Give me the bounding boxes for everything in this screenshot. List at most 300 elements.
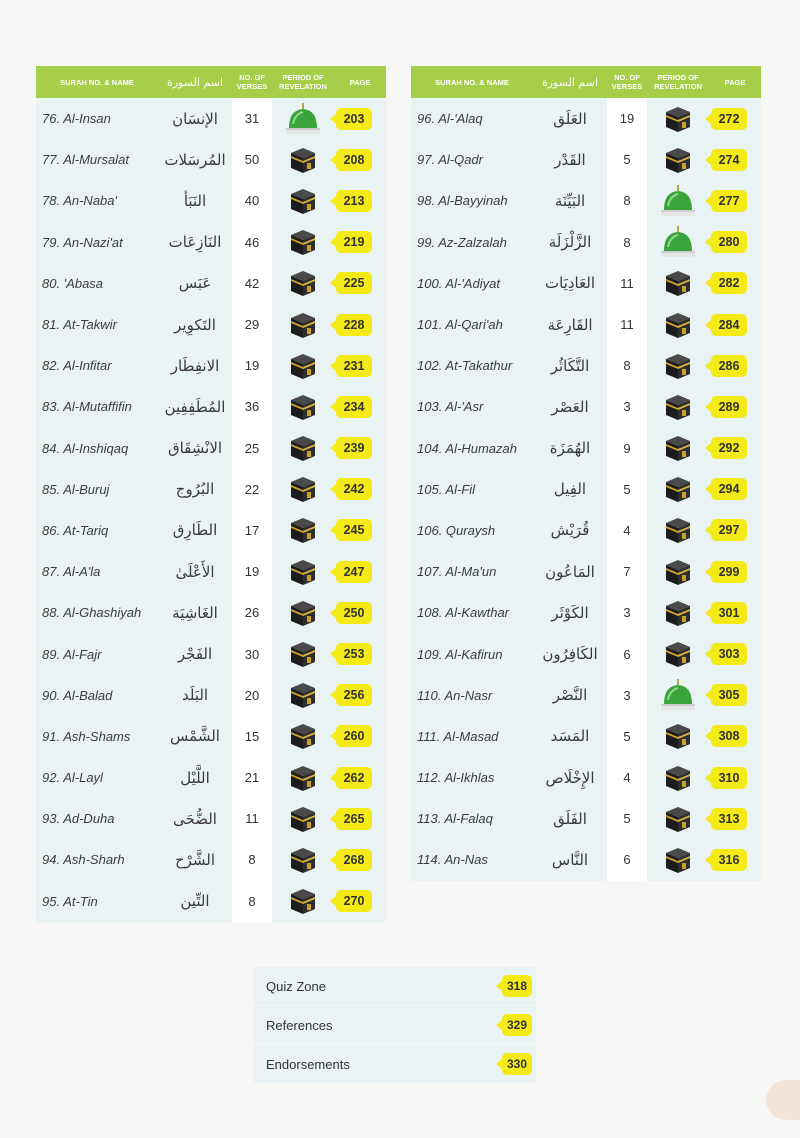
- surah-arabic-name: العَادِيَات: [544, 274, 596, 293]
- kaaba-icon: [272, 592, 334, 633]
- surah-name: 95. At-Tin: [42, 893, 98, 909]
- surah-name: 101. Al-Qari'ah: [417, 317, 503, 333]
- page-cell: [334, 881, 386, 922]
- page-badge: 286: [711, 355, 747, 377]
- page-badge: 268: [336, 849, 372, 871]
- surah-name: 107. Al-Ma'un: [417, 564, 497, 580]
- table-row[interactable]: [411, 428, 761, 469]
- surah-name: 97. Al-Qadr: [417, 152, 483, 168]
- table-row[interactable]: [36, 386, 386, 427]
- verse-count: 3: [607, 592, 647, 633]
- surah-name: 110. An-Nasr: [417, 687, 493, 703]
- verse-count: 19: [232, 551, 272, 592]
- page-badge: 203: [336, 108, 372, 130]
- kaaba-icon: [647, 510, 709, 551]
- surah-arabic-name: البَيِّنَة: [554, 191, 586, 210]
- header-surah: SURAH NO. & NAME: [435, 77, 509, 87]
- toc-table-right: [411, 66, 761, 881]
- surah-arabic-name: المُطَفِفِين: [164, 397, 226, 416]
- surah-name: 104. Al-Humazah: [417, 440, 517, 456]
- kaaba-icon: [647, 592, 709, 633]
- page-cell: [709, 222, 761, 263]
- table-row[interactable]: [36, 798, 386, 839]
- page-cell: [334, 551, 386, 592]
- surah-arabic-name: التَّكَاثُر: [550, 356, 590, 375]
- kaaba-icon: [647, 263, 709, 304]
- verse-count: 22: [232, 469, 272, 510]
- surah-arabic-name: البَلَد: [181, 686, 209, 705]
- kaaba-icon: [272, 263, 334, 304]
- surah-name: 78. An-Naba': [42, 193, 117, 209]
- page-cell: [334, 839, 386, 880]
- surah-arabic-name: القَدْر: [554, 150, 586, 169]
- table-row[interactable]: [411, 304, 761, 345]
- page-cell: [709, 716, 761, 757]
- page-cell: [709, 510, 761, 551]
- surah-name: 108. Al-Kawthar: [417, 605, 510, 621]
- toc-rows: [411, 98, 761, 881]
- surah-name: 81. At-Takwir: [42, 317, 117, 333]
- page-cell: [334, 139, 386, 180]
- page-badge: 219: [336, 231, 372, 253]
- surah-name: 92. Al-Layl: [42, 770, 103, 786]
- surah-arabic-name: النَبَأ: [183, 191, 207, 210]
- verse-count: 30: [232, 633, 272, 674]
- page-cell: [709, 263, 761, 304]
- page-badge: 294: [711, 478, 747, 500]
- page-cell: [334, 263, 386, 304]
- surah-arabic-name: القَارِعَة: [547, 315, 593, 334]
- surah-arabic-name: الشَّمْس: [170, 727, 220, 746]
- page-cell: [709, 633, 761, 674]
- toc-table-left: [36, 66, 386, 922]
- surah-name: 100. Al-'Adiyat: [417, 275, 500, 291]
- table-row[interactable]: [411, 98, 761, 139]
- table-row[interactable]: [36, 98, 386, 139]
- page-cell: [709, 428, 761, 469]
- page-cell: [709, 757, 761, 798]
- kaaba-icon: [647, 345, 709, 386]
- surah-arabic-name: قُرَيْش: [550, 521, 590, 540]
- surah-name: 76. Al-Insan: [42, 111, 111, 127]
- table-row[interactable]: [36, 180, 386, 221]
- surah-arabic-name: الإِخْلَاص: [545, 768, 595, 787]
- page-cell: [334, 592, 386, 633]
- page-badge: 208: [336, 149, 372, 171]
- verse-count: 6: [607, 633, 647, 674]
- extra-label: References: [266, 1017, 333, 1033]
- table-row[interactable]: [36, 510, 386, 551]
- table-row[interactable]: [411, 592, 761, 633]
- surah-arabic-name: العَلَق: [553, 109, 587, 128]
- page-badge: 231: [336, 355, 372, 377]
- extra-label: Endorsements: [266, 1056, 350, 1072]
- page-badge: 303: [711, 643, 747, 665]
- page-badge: 280: [711, 231, 747, 253]
- page-cell: [334, 180, 386, 221]
- kaaba-icon: [272, 757, 334, 798]
- kaaba-icon: [272, 139, 334, 180]
- table-row[interactable]: [36, 839, 386, 880]
- page-cell: [334, 386, 386, 427]
- surah-arabic-name: الفَجْر: [177, 645, 213, 664]
- page-badge: 274: [711, 149, 747, 171]
- kaaba-icon: [272, 716, 334, 757]
- surah-arabic-name: الكَافِرُون: [542, 645, 598, 664]
- verse-count: 9: [607, 428, 647, 469]
- kaaba-icon: [272, 798, 334, 839]
- toc-extra-endorsements[interactable]: [254, 1045, 536, 1083]
- page-badge: 305: [711, 684, 747, 706]
- verse-count: 17: [232, 510, 272, 551]
- verse-count: 4: [607, 757, 647, 798]
- page-cell: [334, 510, 386, 551]
- verse-count: 3: [607, 675, 647, 716]
- kaaba-icon: [272, 551, 334, 592]
- surah-name: 106. Quraysh: [417, 522, 496, 538]
- surah-name: 98. Al-Bayyinah: [417, 193, 508, 209]
- surah-arabic-name: المَاعُون: [545, 562, 595, 581]
- page-badge: 292: [711, 437, 747, 459]
- surah-arabic-name: الهُمَزَة: [549, 439, 591, 458]
- page-badge: 299: [711, 561, 747, 583]
- table-row[interactable]: [36, 633, 386, 674]
- surah-arabic-name: الزَّلْزَلَة: [548, 233, 592, 252]
- page-cell: [334, 222, 386, 263]
- kaaba-icon: [272, 428, 334, 469]
- kaaba-icon: [272, 304, 334, 345]
- page-badge: 277: [711, 190, 747, 212]
- surah-arabic-name: الغَاشِيَة: [172, 603, 218, 622]
- surah-arabic-name: النَازِعَات: [168, 233, 222, 252]
- verse-count: 11: [607, 304, 647, 345]
- green-dome-icon: [647, 180, 709, 221]
- surah-arabic-name: المَسَد: [550, 727, 590, 746]
- kaaba-icon: [272, 222, 334, 263]
- page-cell: [709, 592, 761, 633]
- page-cell: [709, 798, 761, 839]
- page-badge: 253: [336, 643, 372, 665]
- table-row[interactable]: [411, 180, 761, 221]
- verse-count: 11: [232, 798, 272, 839]
- page-badge: 245: [336, 519, 372, 541]
- page-badge: 234: [336, 396, 372, 418]
- verse-count: 5: [607, 139, 647, 180]
- toc-extra-references[interactable]: [254, 1006, 536, 1044]
- verse-count: 19: [232, 345, 272, 386]
- page-cell: [709, 469, 761, 510]
- kaaba-icon: [647, 386, 709, 427]
- surah-name: 94. Ash-Sharh: [42, 852, 125, 868]
- verse-count: 21: [232, 757, 272, 798]
- surah-arabic-name: اللَّيْل: [180, 768, 210, 787]
- surah-arabic-name: النَّصْر: [552, 686, 588, 705]
- surah-name: 89. Al-Fajr: [42, 646, 102, 662]
- surah-arabic-name: الكَوْثَر: [551, 603, 589, 622]
- kaaba-icon: [647, 839, 709, 880]
- kaaba-icon: [272, 510, 334, 551]
- kaaba-icon: [647, 716, 709, 757]
- page-badge: 282: [711, 272, 747, 294]
- kaaba-icon: [272, 180, 334, 221]
- page-badge: 313: [711, 808, 747, 830]
- table-row[interactable]: [411, 798, 761, 839]
- page-badge: 242: [336, 478, 372, 500]
- page-badge: 329: [502, 1014, 532, 1036]
- verse-count: 8: [232, 839, 272, 880]
- page-badge: 272: [711, 108, 747, 130]
- surah-name: 113. Al-Falaq: [417, 811, 493, 827]
- surah-name: 77. Al-Mursalat: [42, 152, 129, 168]
- surah-name: 91. Ash-Shams: [42, 728, 131, 744]
- page-cell: [709, 345, 761, 386]
- verse-count: 20: [232, 675, 272, 716]
- surah-arabic-name: الطَارِق: [172, 521, 218, 540]
- page-cell: [334, 716, 386, 757]
- verse-count: 8: [607, 345, 647, 386]
- surah-name: 90. Al-Balad: [42, 687, 113, 703]
- surah-arabic-name: التَكوِير: [174, 315, 216, 334]
- page-cell: [334, 304, 386, 345]
- surah-name: 111. Al-Masad: [417, 728, 499, 744]
- surah-arabic-name: الشَّرْح: [174, 850, 216, 869]
- verse-count: 50: [232, 139, 272, 180]
- verse-count: 5: [607, 716, 647, 757]
- header-period: PERIOD OF REVELATION: [654, 73, 702, 91]
- page-badge: 225: [336, 272, 372, 294]
- page-badge: 250: [336, 602, 372, 624]
- verse-count: 4: [607, 510, 647, 551]
- kaaba-icon: [647, 633, 709, 674]
- toc-extra-quiz-zone[interactable]: [254, 967, 536, 1005]
- page-cell: [709, 98, 761, 139]
- surah-arabic-name: الفِيل: [553, 480, 587, 499]
- surah-name: 112. Al-Ikhlas: [417, 770, 495, 786]
- kaaba-icon: [647, 98, 709, 139]
- page-cell: [334, 98, 386, 139]
- page-badge: 310: [711, 767, 747, 789]
- page-badge: 265: [336, 808, 372, 830]
- verse-count: 36: [232, 386, 272, 427]
- table-row[interactable]: [36, 675, 386, 716]
- page-badge: 308: [711, 725, 747, 747]
- header-arabic: اسم السورة: [541, 75, 599, 89]
- page-cell: [709, 180, 761, 221]
- table-row[interactable]: [411, 757, 761, 798]
- page-cell: [709, 839, 761, 880]
- surah-name: 88. Al-Ghashiyah: [42, 605, 142, 621]
- kaaba-icon: [272, 839, 334, 880]
- page-badge: 297: [711, 519, 747, 541]
- page-cell: [334, 633, 386, 674]
- page-cell: [334, 675, 386, 716]
- kaaba-icon: [647, 428, 709, 469]
- table-row[interactable]: [411, 839, 761, 880]
- kaaba-icon: [272, 675, 334, 716]
- page-badge: 330: [502, 1053, 532, 1075]
- verse-count: 40: [232, 180, 272, 221]
- verse-count: 42: [232, 263, 272, 304]
- kaaba-icon: [272, 633, 334, 674]
- surah-name: 83. Al-Mutaffifin: [42, 399, 132, 415]
- surah-name: 82. Al-Infitar: [42, 358, 112, 374]
- page-badge: 270: [336, 890, 372, 912]
- green-dome-icon: [647, 675, 709, 716]
- surah-arabic-name: النَّاس: [551, 850, 589, 869]
- table-row[interactable]: [36, 757, 386, 798]
- surah-name: 114. An-Nas: [417, 852, 488, 868]
- kaaba-icon: [647, 551, 709, 592]
- verse-count: 11: [607, 263, 647, 304]
- page-badge: 318: [502, 975, 532, 997]
- table-row[interactable]: [411, 675, 761, 716]
- surah-arabic-name: الانْشِقَاق: [167, 439, 223, 458]
- extra-box: [254, 967, 536, 1005]
- table-row[interactable]: [36, 592, 386, 633]
- page-badge: 239: [336, 437, 372, 459]
- verse-count: 26: [232, 592, 272, 633]
- verse-count: 15: [232, 716, 272, 757]
- kaaba-icon: [647, 139, 709, 180]
- table-header: [36, 66, 386, 98]
- page-badge: 247: [336, 561, 372, 583]
- page-cell: [709, 304, 761, 345]
- page-badge: 289: [711, 396, 747, 418]
- page-cell: [709, 675, 761, 716]
- page-cell: [709, 139, 761, 180]
- verse-count: 25: [232, 428, 272, 469]
- kaaba-icon: [272, 386, 334, 427]
- surah-arabic-name: عَبَس: [178, 274, 212, 293]
- verse-count: 5: [607, 798, 647, 839]
- verse-count: 6: [607, 839, 647, 880]
- surah-name: 109. Al-Kafirun: [417, 646, 503, 662]
- page-cell: [334, 469, 386, 510]
- table-row[interactable]: [36, 263, 386, 304]
- header-period: PERIOD OF REVELATION: [279, 73, 327, 91]
- surah-name: 105. Al-Fil: [417, 481, 476, 497]
- verse-count: 8: [232, 881, 272, 922]
- table-row[interactable]: [36, 469, 386, 510]
- page-badge: 316: [711, 849, 747, 871]
- verse-count: 7: [607, 551, 647, 592]
- surah-arabic-name: البُرُوج: [175, 480, 215, 499]
- page-badge: 256: [336, 684, 372, 706]
- green-dome-icon: [272, 98, 334, 139]
- page-badge: 301: [711, 602, 747, 624]
- header-verses: NO. OF VERSES: [611, 73, 643, 91]
- corner-decoration: [766, 1080, 800, 1120]
- surah-arabic-name: الضُّحَى: [173, 809, 217, 828]
- table-header: [411, 66, 761, 98]
- header-surah: SURAH NO. & NAME: [60, 77, 134, 87]
- table-row[interactable]: [411, 386, 761, 427]
- verse-count: 8: [607, 180, 647, 221]
- surah-name: 86. At-Tariq: [42, 522, 109, 538]
- table-row[interactable]: [36, 716, 386, 757]
- surah-name: 99. Az-Zalzalah: [417, 234, 507, 250]
- extra-box: [254, 1045, 536, 1083]
- kaaba-icon: [272, 469, 334, 510]
- verse-count: 46: [232, 222, 272, 263]
- page-cell: [334, 757, 386, 798]
- page-badge: 228: [336, 314, 372, 336]
- surah-name: 93. Ad-Duha: [42, 811, 115, 827]
- table-row[interactable]: [36, 304, 386, 345]
- page-badge: 260: [336, 725, 372, 747]
- kaaba-icon: [647, 757, 709, 798]
- table-row[interactable]: [36, 139, 386, 180]
- surah-arabic-name: الفَلَق: [553, 809, 587, 828]
- page-badge: 262: [336, 767, 372, 789]
- surah-name: 96. Al-'Alaq: [417, 111, 483, 127]
- extra-box: [254, 1006, 536, 1044]
- header-page: PAGE: [349, 77, 371, 87]
- kaaba-icon: [272, 345, 334, 386]
- table-row[interactable]: [36, 222, 386, 263]
- table-row[interactable]: [411, 551, 761, 592]
- kaaba-icon: [647, 304, 709, 345]
- page-cell: [334, 345, 386, 386]
- verse-count: 5: [607, 469, 647, 510]
- verse-count: 3: [607, 386, 647, 427]
- verse-count: 8: [607, 222, 647, 263]
- table-row[interactable]: [411, 222, 761, 263]
- surah-arabic-name: المُرسَلات: [164, 150, 226, 169]
- surah-name: 87. Al-A'la: [42, 564, 101, 580]
- page-cell: [709, 386, 761, 427]
- surah-name: 103. Al-'Asr: [417, 399, 484, 415]
- header-arabic: اسم السورة: [166, 75, 224, 89]
- surah-arabic-name: العَصْر: [551, 397, 589, 416]
- table-row[interactable]: [411, 633, 761, 674]
- header-page: PAGE: [724, 77, 746, 87]
- page-cell: [334, 428, 386, 469]
- table-row[interactable]: [411, 510, 761, 551]
- table-row[interactable]: [411, 139, 761, 180]
- verse-count: 29: [232, 304, 272, 345]
- surah-arabic-name: الإنسَان: [172, 109, 218, 128]
- table-row[interactable]: [411, 263, 761, 304]
- header-verses: NO. OF VERSES: [236, 73, 268, 91]
- surah-name: 102. At-Takathur: [417, 358, 513, 374]
- page-cell: [334, 798, 386, 839]
- page-badge: 213: [336, 190, 372, 212]
- table-row[interactable]: [36, 551, 386, 592]
- surah-name: 84. Al-Inshiqaq: [42, 440, 129, 456]
- table-row[interactable]: [36, 345, 386, 386]
- table-row[interactable]: [411, 345, 761, 386]
- green-dome-icon: [647, 222, 709, 263]
- table-row[interactable]: [411, 716, 761, 757]
- table-row[interactable]: [36, 881, 386, 922]
- kaaba-icon: [272, 881, 334, 922]
- surah-arabic-name: الانفِطَار: [170, 356, 220, 375]
- kaaba-icon: [647, 469, 709, 510]
- page-cell: [709, 551, 761, 592]
- table-row[interactable]: [411, 469, 761, 510]
- page-badge: 284: [711, 314, 747, 336]
- surah-arabic-name: التِّين: [180, 892, 210, 911]
- verse-count: 19: [607, 98, 647, 139]
- kaaba-icon: [647, 798, 709, 839]
- extra-label: Quiz Zone: [266, 978, 326, 994]
- table-row[interactable]: [36, 428, 386, 469]
- toc-rows: [36, 98, 386, 922]
- surah-name: 79. An-Nazi'at: [42, 234, 123, 250]
- surah-arabic-name: الأَعْلَىٰ: [175, 562, 215, 581]
- surah-name: 80. 'Abasa: [42, 275, 104, 291]
